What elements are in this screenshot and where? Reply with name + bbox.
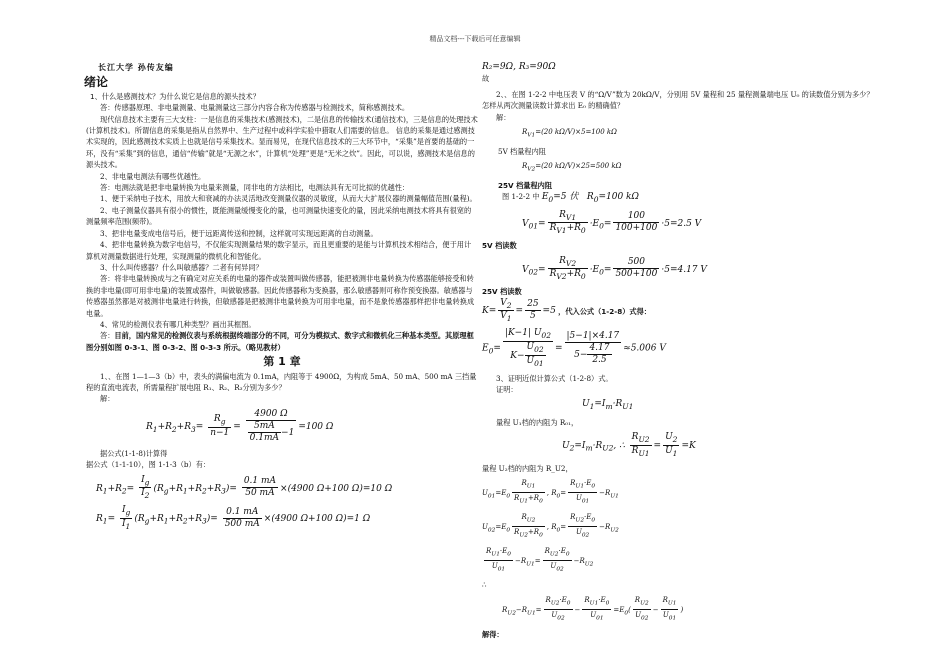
therefore-label: 故 xyxy=(482,74,490,84)
answer-1-p1: 答：传感器原理、非电量测量、电量测量这三部分内容合称为传感器与检测技术，简称感测技术。 xyxy=(100,103,410,113)
label-25v-range: 25V 档量程内阻 xyxy=(498,181,553,191)
page-header: 精品文档---下载后可任意编辑 xyxy=(429,35,521,43)
fig-122-label: 图 1-2-2 中 xyxy=(502,192,540,202)
answer-4-prefix: 答： xyxy=(100,331,115,341)
solution-label: 解： xyxy=(100,394,115,404)
chapter-1-title: 第 1 章 xyxy=(263,355,301,369)
equation-ru-diff: $R_{U2}-R_{U1}=$ $\frac{R_{U2}\cdot E_0}{U_{02}}$ − $\frac{R_{U1}\cdot E_0}{U_{01}}$ $=E_0$( $\frac{R_{U2}}{U_{02}}$ − $\frac{R_{U1}}{U_{01}}$ ) xyxy=(502,595,684,622)
answer-2-item-1: 1、便于采纳电子技术，用放大和衰减的办法灵活地改变测量仪器的灵敏度，从而大大扩展仪器的测量幅值范围(量程)。 xyxy=(100,194,477,204)
equation-rv1: $R_{V1}=(20$ kΩ/V)×5=100 kΩ xyxy=(522,128,617,139)
equation-v02: $V_{02}=$ $\frac{R_{V2}}{R_{V2}+R_0}$ $\cdot E_0=$ $\frac{500}{500+100}$ ·5=4.17 V xyxy=(522,255,707,282)
equation-u02: $U_{02}=E_0$ $\frac{R_{U2}}{R_{U2}+R_0}$ , $R_0=$ $\frac{R_{U2}\cdot E_0}{U_{02}}$ $-R_{U2}$ xyxy=(482,512,619,539)
author-line: 长江大学 孙传友编 xyxy=(98,62,174,72)
label-5v-reading: 5V 档读数 xyxy=(482,241,517,251)
equation-u2: $U_2=I_m\cdot R_{U2}$, ∴ $\frac{R_{U2}}{R_{U1}}$ = $\frac{U_2}{U_1}$ =K xyxy=(562,432,696,458)
equation-r-sum: $R_1+R_2+R_3=$ $\frac{R_g}{n-1}$ = 4900 Ω $\frac{5mA}{0.1mA}$ −1 =100 Ω xyxy=(146,408,334,443)
answer-2-p1: 答：电测法就是把非电量转换为电量来测量，同非电的方法相比，电测法具有无可比拟的优越性： xyxy=(100,183,410,193)
equation-u01: $U_{01}=E_0$ $\frac{R_{U1}}{R_{U1}+R_0}$ , $R_0=$ $\frac{R_{U1}\cdot E_0}{U_{01}}$ $-R_{U1}$ xyxy=(482,479,619,505)
question-1: 1、什么是感测技术？为什么说它是信息的源头技术？ xyxy=(90,91,260,101)
solve-label: 解得： xyxy=(482,629,504,639)
answer-2-item-2: 2、电子测量仪器具有很小的惯性，既能测量缓慢变化的量，也可测量快速变化的量，因此采纳电测技术将具有很宽的测量频率范围(频带)。 xyxy=(86,205,472,227)
proof-label: 证明： xyxy=(496,385,518,395)
equation-rv2: $R_{V2}=(20$ kΩ/V)×25=500 kΩ xyxy=(522,162,622,173)
right-column xyxy=(482,62,874,640)
answer-2-item-3: 3、把非电量变成电信号后，便于远距离传送和控制，这样就可实现远距离的自动测量。 xyxy=(100,228,378,238)
label-25v-reading: 25V 档读数 xyxy=(482,287,522,297)
equation-v01: $V_{01}=$ $\frac{R_{V1}}{R_{V1}+R_0}$ $\cdot E_0=$ $\frac{100}{100+100}$ ·5=2.5 V xyxy=(522,209,702,236)
equation-equal-r0: $\frac{R_{U1}\cdot E_0}{U_{01}}$ $-R_{U1}=$ $\frac{R_{U2}\cdot E_0}{U_{02}}$ $-R_{U2}$ xyxy=(486,546,594,573)
solution-2-label: 解： xyxy=(496,112,511,122)
question-4: 4、常见的检测仪表有哪几种类型？画出其框图。 xyxy=(100,319,256,329)
problem-2: 2、、在图 1-2-2 中电压表 V 的“Ω/V”数为 20kΩ/V，分别用 5V 量程和 25 量程测量端电压 U₀ 的读数值分别为多少？怎样从两次测量读数计算求出 E₀ 的精确值？ xyxy=(482,89,874,111)
formula-118-label: 据公式(1-1-8)计算得 xyxy=(100,448,168,458)
label-u1-resistance: 量程 U₁档的内阻为 R₀₁， xyxy=(496,417,579,427)
section-title: 绪论 xyxy=(84,75,109,90)
label-u2-resistance: 量程 U₂档的内阻为 R_U2， xyxy=(482,463,573,473)
problem-1: 1、、在图 1—1—3（b）中，表头的满偏电流为 0.1mA，内阻等于 4900Ω，为构成 5mA、50 mA、500 mA 三挡量程的直流电流表，所需量程扩展电阻 R₁、R₂、R₃分别为多少？ xyxy=(86,371,477,392)
question-3: 3、什么叫传感器？什么叫敏感器？二者有何异同？ xyxy=(100,262,263,272)
label-5v-range: 5V 档量程内阻 xyxy=(498,146,546,156)
answer-2-item-4: 4、把非电量转换为数字电信号，不仅能实现测量结果的数字显示，而且更重要的是能与计算机技术相结合，便于用计算机对测量数据进行处理，实现测量的微机化和智能化。 xyxy=(86,240,472,261)
answer-4-figures: 其原理框图分别如图 0-3-1、图 0-3-2、图 0-3-3 所示。（略见教材） xyxy=(86,331,474,352)
question-2: 2、非电量电测法有哪些优越性。 xyxy=(100,171,206,181)
answer-1-p2: 现代信息技术主要有三大支柱：一是信息的采集技术(感测技术)，二是信息的传输技术(通信技术)，三是信息的处理技术(计算机技术)。所谓信息的采集是指从自然界中、生产过程中或科学实验中猎取人们需要的信息。 信息的采集是通过感测技术实现的，因此感测技术实质上也就是信号采集技术。显而易见，在现代信息技术的三大环节中，“采集”是首要的基础的一环，没有“采集”到的信息，通信“传输”就是“无源之水”，计算机“处理”更是“无米之炊”。因此，可以说，感测技术是信息的源头技术。 xyxy=(86,114,478,170)
equation-e0: $E_0=$ |K−1| $U_{02}$ K− $\frac{U_{02}}{U_{01}}$ = |5−1|×4.17 5− $\frac{4.17}{2.5}$ ≈5.006 V xyxy=(482,328,666,368)
equation-r1: $R_1=$ $\frac{I_g}{I_1}$ $(R_g+R_1+R_2+R_3)=$ $\frac{0.1 mA}{500 mA}$ ×(4900 Ω+100 Ω)=1 Ω xyxy=(96,505,371,531)
therefore-symbol: ∴ xyxy=(482,580,487,590)
left-column xyxy=(86,62,478,536)
r2-r3-result: R₂=9Ω, R₃=90Ω xyxy=(482,62,556,72)
problem-3: 3、证明近似计算公式（1-2-8）式。 xyxy=(496,373,613,383)
answer-4 xyxy=(86,330,478,353)
equation-r1-r2: $R_1+R_2=$ $\frac{I_g}{I_2}$ $(R_g+R_1+R_2+R_3)=$ $\frac{0.1 mA}{50 mA}$ ×(4900 Ω+100 Ω)=10 Ω xyxy=(96,474,393,501)
k-line: K= $\frac{V_2}{V_1}$ = $\frac{25}{5}$ =5 ，代入公式（1-2-8）式得： xyxy=(482,297,651,324)
substitute-label: ，代入公式（1-2-8）式得： xyxy=(558,306,651,316)
answer-4-body: 目前，国内常见的检测仪表与系统根据终端部分的不同，可分为模拟式、数字式和微机化三种基本类型。 xyxy=(114,331,446,341)
fig-122-line: 图 1-2-2 中 $E_0=5$ 伏 $R_0=100$ kΩ xyxy=(502,192,639,205)
formula-1110-label: 据公式（1-1-10），图 1-1-3（b）有： xyxy=(86,460,211,470)
answer-3: 答：将非电量转换成与之有确定对应关系的电量的器件或装置叫做传感器，能把被测非电量转换为传感器能够接受和转换的非电量(即可用非电量)的装置或器件，叫做敏感器。因此传感器称为变换器，那么敏感器则可称作预变换器。敏感器与传感器虽然都是对被测非电量进行转换，但敏感器是把被测非电量转换为可用非电量，而不是象传感器那样把非电量转换成电量。 xyxy=(86,274,475,318)
equation-u1: $U_1=I_m\cdot R_{U1}$ xyxy=(582,399,634,412)
